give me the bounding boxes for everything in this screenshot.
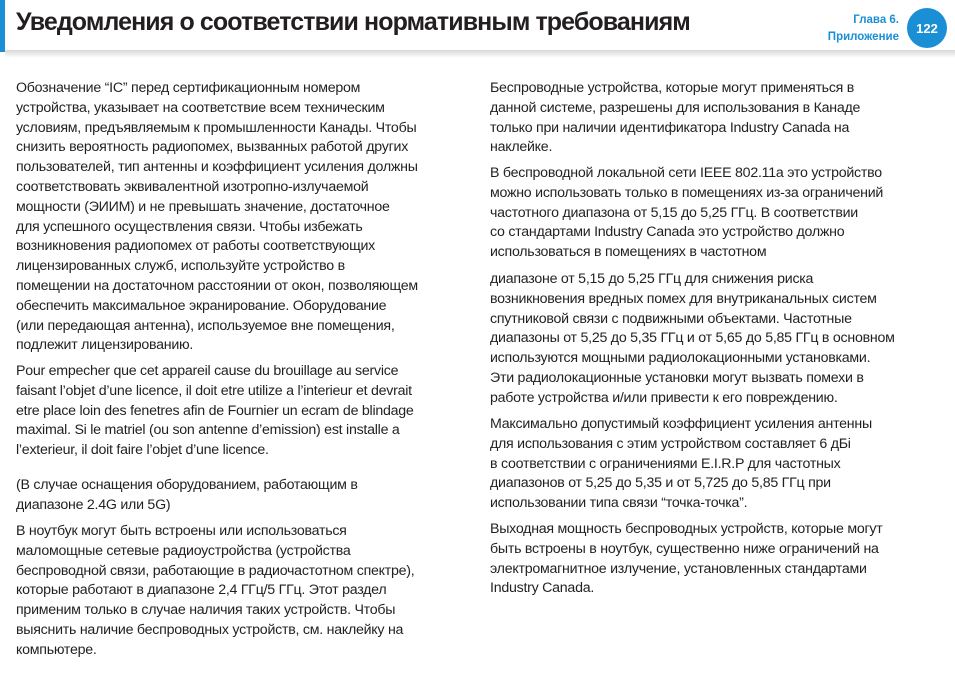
text-line: лицензированных служб, используйте устройство в: [16, 258, 345, 275]
text-line: электромагнитное излучение, установленных стандартами: [490, 560, 867, 577]
chapter-label[interactable]: [828, 12, 899, 46]
text-line: В ноутбук могут быть встроены или использоваться: [16, 523, 347, 539]
paragraph-frequency-range: [490, 270, 895, 409]
text-line: со стандартами Industry Canada это устройство должно: [490, 224, 845, 241]
chapter-name: Приложение: [827, 31, 899, 43]
text-line: диапазоне от 5,15 до 5,25 ГГц для снижения риска: [490, 271, 814, 287]
text-line: можно использовать только в помещениях из-за ограничений: [490, 184, 884, 201]
text-line: l’exterieur, il doit faire l’objet d’une licence.: [16, 442, 269, 459]
text-line: Максимально допустимый коэффициент усиления антенны: [490, 416, 872, 432]
text-line: maximal. Si le matriel (ou son antenne d’emission) est installe a: [16, 422, 400, 439]
paragraph-ieee-80211a: [490, 164, 883, 263]
header-divider: [5, 50, 955, 58]
text-line: для использования с этим устройством составляет 6 дБі: [490, 435, 851, 452]
text-line: Беспроводные устройства, которые могут применяться в: [490, 80, 855, 96]
text-line: спутниковой связи с подвижными объектами. Частотные: [490, 310, 852, 327]
text-line: снизить вероятность радиопомех, вызванных работой других: [16, 139, 409, 156]
paragraph-ic-notice-fr: [16, 362, 414, 461]
text-line: Выходная мощность беспроводных устройств, которые могут: [490, 521, 883, 537]
text-line: беспроводной связи, работающие в радиочастотном спектре),: [16, 562, 415, 579]
text-line: (или передающая антенна), используемое вне помещения,: [16, 317, 395, 334]
text-line: маломощные сетевые радиоустройства (устройства: [16, 542, 351, 559]
paragraph-output-power: [490, 520, 882, 599]
paragraph-wireless-devices: [490, 79, 860, 158]
page-title: Уведомления о соответствии нормативным требованиям: [16, 8, 690, 36]
text-line: применим только в случае наличия таких устройств. Чтобы: [16, 602, 396, 619]
text-line: Эти радиолокационные установки могут вызвать помехи в: [490, 369, 864, 386]
text-line: Обозначение “IC” перед сертификационным номером: [16, 80, 361, 96]
text-line: быть встроены в ноутбук, существенно ниже ограничений на: [490, 540, 879, 557]
text-line: условиям, предъявляемым к промышленности Канады. Чтобы: [16, 119, 417, 136]
text-line: помещении на достаточном расстоянии от окон, позволяющем: [16, 277, 418, 294]
text-line: только при наличии идентификатора Industry Canada на: [490, 119, 850, 136]
text-line: для успешного осуществления связи. Чтобы избежать: [16, 218, 363, 235]
chapter-number: Глава 6.: [853, 14, 899, 26]
text-line: Industry Canada.: [490, 580, 595, 597]
text-line: данной системе, разрешены для использования в Канаде: [490, 99, 861, 116]
text-line: наклейке.: [490, 139, 553, 156]
text-line: выяснить наличие беспроводных устройств, см. наклейку на: [16, 621, 404, 638]
text-line: возникновения радиопомех от работы соответствующих: [16, 238, 376, 255]
text-line: В беспроводной локальной сети IEEE 802.11a это устройство: [490, 165, 882, 181]
text-line: соответствовать эквивалентной изотропно-излучаемой: [16, 178, 369, 195]
text-line: мощности (ЭИИМ) и не превышать значение, достаточное: [16, 198, 390, 215]
text-line: которые работают в диапазоне 2,4 ГГц/5 ГГц. Этот раздел: [16, 582, 387, 599]
text-line: частотного диапазона от 5,15 до 5,25 ГГц. В соответствии: [490, 204, 858, 221]
text-line: использовании типа связи “точка-точка”.: [490, 495, 748, 512]
text-line: в соответствии с ограничениями E.I.R.P для частотных: [490, 455, 841, 472]
text-line: использоваться в помещениях в частотном: [490, 244, 767, 261]
paragraph-band-note: [16, 476, 358, 516]
text-line: работе устройства и/или привести к его повреждению.: [490, 389, 838, 406]
paragraph-ic-notice-ru: [16, 79, 418, 356]
text-line: устройства, указывает на соответствие всем техническим: [16, 99, 385, 116]
text-line: подлежит лицензированию.: [16, 337, 194, 354]
text-line: диапазонов от 5,25 до 5,35 и от 5,725 до 5,85 ГГц при: [490, 475, 831, 492]
text-line: диапазоны от 5,25 до 5,35 ГГц и от 5,65 до 5,85 ГГц в основном: [490, 330, 895, 347]
text-line: faisant l’objet d’une licence, il doit etre utilize a l’interieur et devrait: [16, 382, 412, 399]
text-line: компьютере.: [16, 641, 97, 658]
text-line: пользователей, тип антенны и коэффициент усиления должны: [16, 159, 418, 176]
text-line: диапазоне 2.4G или 5G): [16, 496, 171, 513]
text-line: etre place loin des fenetres afin de Fournier un ecram de blindage: [16, 402, 414, 419]
text-line: используются мощными радиолокационными установками.: [490, 350, 871, 367]
text-line: обеспечить максимальное экранирование. Оборудование: [16, 297, 387, 314]
header-accent-bar: [0, 0, 5, 52]
text-line: Pour empecher que cet appareil cause du brouillage au service: [16, 363, 399, 379]
text-line: возникновения вредных помех для внутриканальных систем: [490, 290, 877, 307]
paragraph-low-power-devices: [16, 522, 414, 661]
text-line: (В случае оснащения оборудованием, работающим в: [16, 477, 358, 493]
page-number-badge: 122: [907, 8, 947, 48]
paragraph-antenna-gain: [490, 415, 872, 514]
